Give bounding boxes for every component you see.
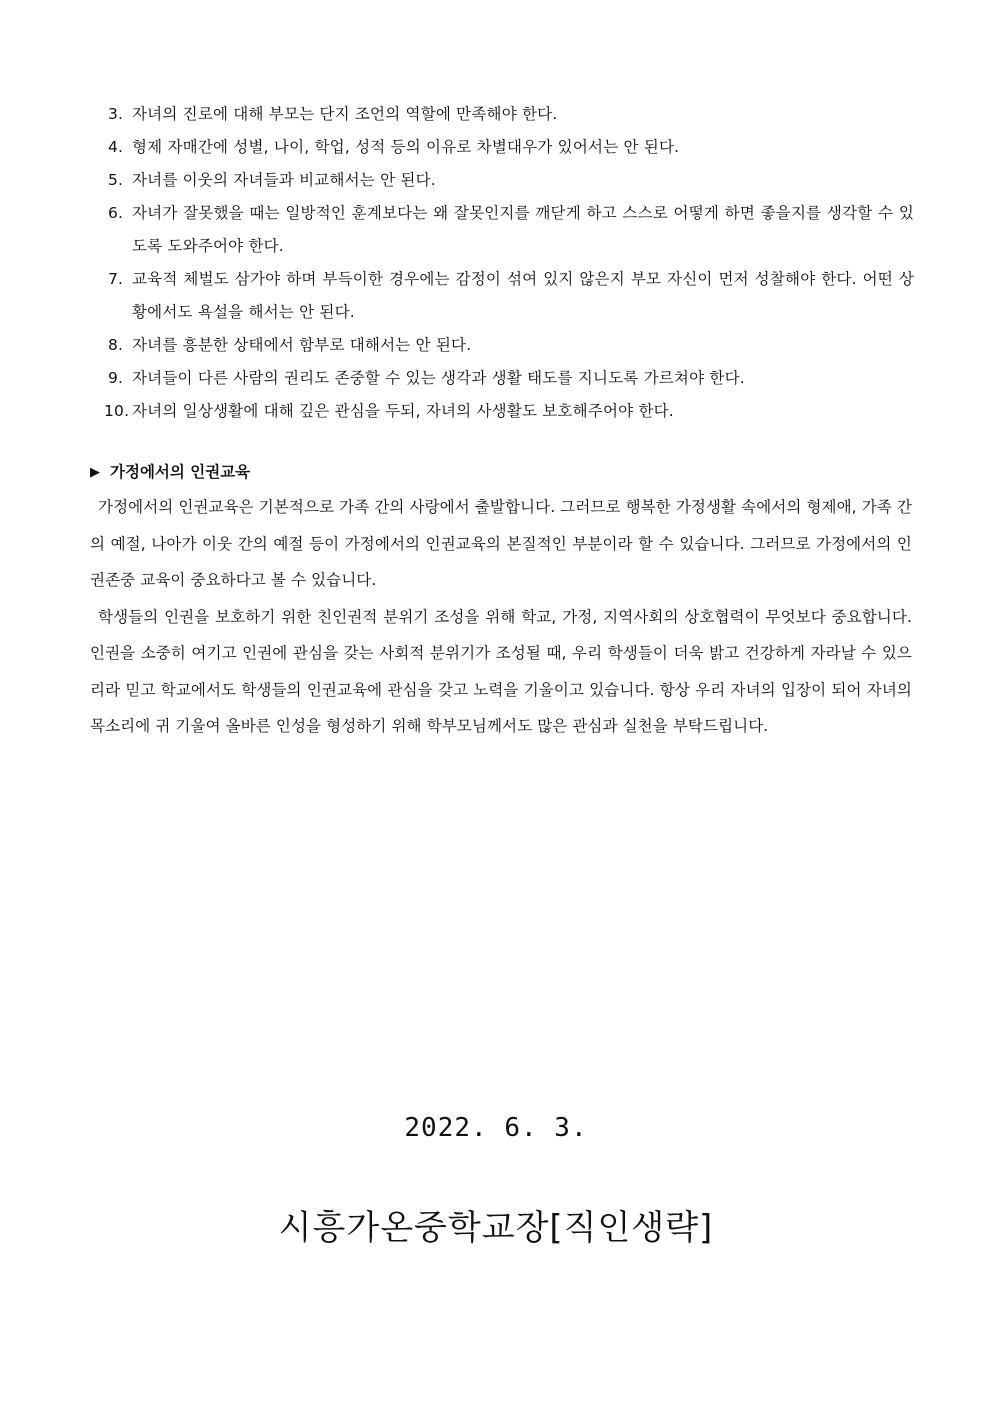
list-item-text: 교육적 체벌도 삼가야 하며 부득이한 경우에는 감정이 섞여 있지 않은지 부모 자신이 먼저 성찰해야 한다. 어떤 상황에서도 욕설을 해서는 안 된다. (132, 270, 914, 321)
list-item-number: 6. (108, 204, 124, 222)
list-item (108, 98, 914, 131)
triangle-bullet-icon: ▶ (90, 465, 100, 480)
section-paragraph: 학생들의 인권을 보호하기 위한 친인권적 분위기 조성을 위해 학교, 가정, 지역사회의 상호협력이 무엇보다 중요합니다. 인권을 소중히 여기고 인권에 관심을 갖는 사회적 분위기가 조성될 때, 우리 학생들이 더욱 밝고 건강하게 자라날 수 있으리라 믿고 학교에서도 학생들의 인권교육에 관심을 갖고 노력을 기울이고 있습니다. 항상 우리 자녀의 입장이 되어 자녀의 목소리에 귀 기울여 올바른 인성을 형성하기 위해 학부모님께서도 많은 관심과 실천을 부탁드립니다. (90, 607, 912, 735)
list-item-text: 형제 자매간에 성별, 나이, 학업, 성적 등의 이유로 차별대우가 있어서는 안 된다. (132, 138, 680, 156)
list-item-text: 자녀의 일상생활에 대해 깊은 관심을 두되, 자녀의 사생활도 보호해주어야 한다. (132, 402, 674, 420)
list-item-text: 자녀를 이웃의 자녀들과 비교해서는 안 된다. (132, 171, 436, 189)
document-date: 2022. 6. 3. (404, 1113, 588, 1143)
list-item-number: 5. (108, 171, 124, 189)
section-paragraph: 가정에서의 인권교육은 기본적으로 가족 간의 사랑에서 출발합니다. 그러므로 행복한 가정생활 속에서의 형제애, 가족 간의 예절, 나아가 이웃 간의 예절 등이 가정에서의 인권교육의 본질적인 부분이라 할 수 있습니다. 그러므로 가정에서의 인권존중 교육이 중요하다고 볼 수 있습니다. (90, 498, 912, 589)
section-heading (90, 456, 912, 489)
list-item (108, 131, 914, 164)
list-item (108, 164, 914, 197)
section-heading-text: 가정에서의 인권교육 (110, 463, 251, 481)
list-item (108, 362, 914, 395)
list-item-text: 자녀들이 다른 사람의 권리도 존중할 수 있는 생각과 생활 태도를 지니도록 가르쳐야 한다. (132, 369, 745, 387)
list-item-text: 자녀가 잘못했을 때는 일방적인 훈계보다는 왜 잘못인지를 깨닫게 하고 스스로 어떻게 하면 좋을지를 생각할 수 있도록 도와주어야 한다. (132, 204, 914, 255)
list-item (108, 197, 914, 263)
list-item-number: 8. (108, 336, 124, 354)
list-item-number: 9. (108, 369, 124, 387)
list-item-number: 10. (104, 402, 130, 420)
list-item (108, 263, 914, 329)
list-item-number: 3. (108, 105, 124, 123)
list-item-number: 7. (108, 270, 124, 288)
list-item-text: 자녀를 흥분한 상태에서 함부로 대해서는 안 된다. (132, 336, 472, 354)
list-item-number: 4. (108, 138, 124, 156)
list-item (108, 329, 914, 362)
human-rights-section (90, 456, 912, 745)
list-item-text: 자녀의 진로에 대해 부모는 단지 조언의 역할에 만족해야 한다. (132, 105, 558, 123)
signature: 시흥가온중학교장[직인생략] (278, 1208, 714, 1248)
list-item (104, 395, 914, 428)
guideline-list (104, 98, 914, 428)
